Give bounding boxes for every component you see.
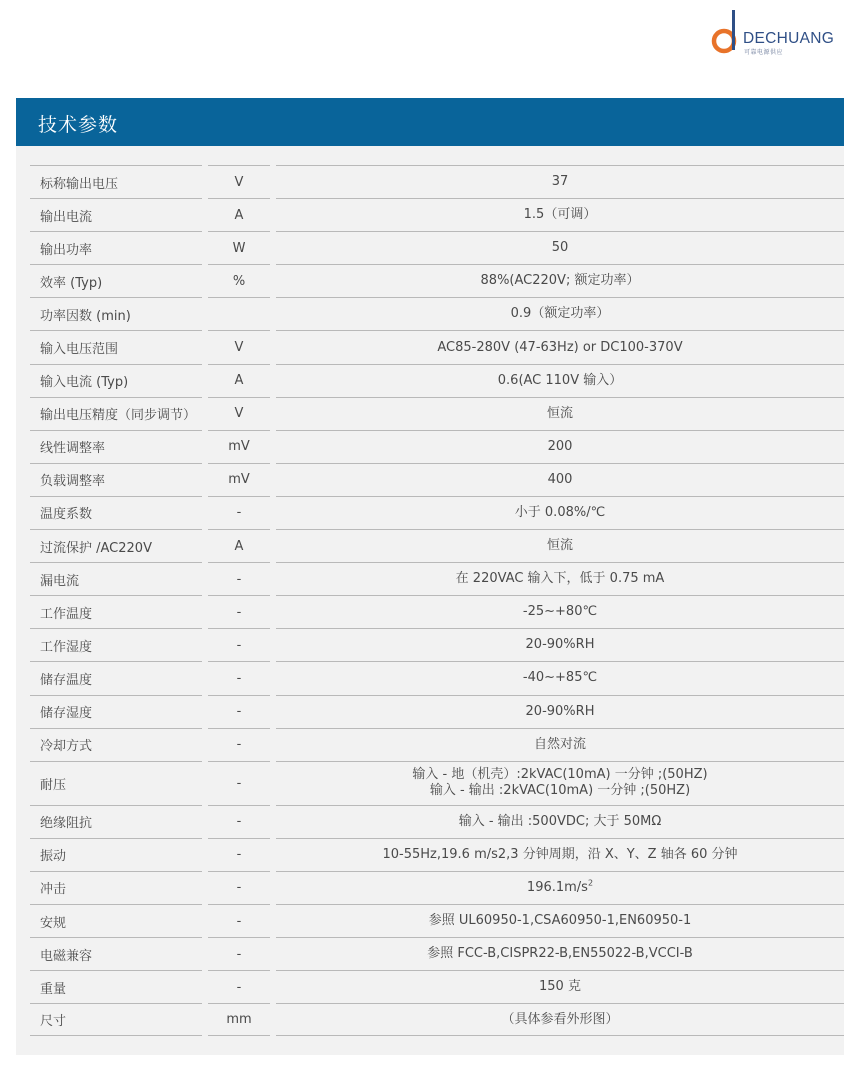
spec-value (276, 397, 844, 430)
spec-unit: - (208, 904, 270, 937)
spec-row (30, 628, 844, 661)
spec-row (30, 330, 844, 363)
spec-value-text: 37 (551, 174, 569, 190)
spec-value (276, 595, 844, 628)
spec-name: 电磁兼容 (30, 937, 202, 970)
spec-value-text (527, 880, 593, 896)
spec-value-text: 1.5（可调） (523, 207, 597, 223)
spec-value-base: 196.1m/s (526, 879, 588, 895)
spec-row (30, 761, 844, 805)
spec-value (276, 297, 844, 330)
spec-unit: W (208, 231, 270, 264)
spec-value-text: 88%(AC220V; 额定功率） (480, 273, 640, 289)
spec-unit: - (208, 728, 270, 761)
spec-value-text: 自然对流 (533, 736, 586, 752)
spec-value-text-line2: 输入 - 输出 :2kVAC(10mA) 一分钟 ;(50HZ) (429, 783, 691, 799)
spec-value (276, 496, 844, 529)
spec-value (276, 871, 844, 904)
spec-row (30, 430, 844, 463)
spec-unit: mm (208, 1003, 270, 1036)
spec-value (276, 695, 844, 728)
spec-name: 绝缘阻抗 (30, 805, 202, 838)
spec-value (276, 231, 844, 264)
spec-value-text: 20-90%RH (525, 637, 595, 653)
spec-name: 工作湿度 (30, 628, 202, 661)
spec-unit: mV (208, 430, 270, 463)
spec-value (276, 761, 844, 805)
spec-row (30, 562, 844, 595)
spec-value-text: （具体参看外形图） (501, 1011, 619, 1027)
spec-value (276, 198, 844, 231)
spec-row (30, 496, 844, 529)
spec-name: 输入电流 (Typ) (30, 364, 202, 397)
section-title: 技术参数 (38, 114, 119, 136)
spec-name: 安规 (30, 904, 202, 937)
spec-name: 储存温度 (30, 661, 202, 694)
spec-name: 功率因数 (min) (30, 297, 202, 330)
spec-name: 输出电流 (30, 198, 202, 231)
spec-unit: A (208, 198, 270, 231)
spec-unit: - (208, 761, 270, 805)
spec-value-text: 200 (547, 438, 573, 454)
spec-name: 工作温度 (30, 595, 202, 628)
spec-value-text: 输入 - 输出 :500VDC; 大于 50MΩ (458, 813, 662, 829)
spec-value (276, 728, 844, 761)
spec-unit: - (208, 628, 270, 661)
spec-row (30, 165, 844, 198)
spec-unit: A (208, 529, 270, 562)
spec-value (276, 463, 844, 496)
logo-wordmark: DECHUANG (743, 30, 835, 47)
spec-row (30, 1003, 844, 1036)
spec-name: 振动 (30, 838, 202, 871)
spec-unit: V (208, 330, 270, 363)
spec-row (30, 198, 844, 231)
spec-row (30, 695, 844, 728)
spec-value (276, 364, 844, 397)
spec-name: 负载调整率 (30, 463, 202, 496)
spec-name: 耐压 (30, 761, 202, 805)
spec-unit: mV (208, 463, 270, 496)
spec-value-text: 输入 - 地（机壳）:2kVAC(10mA) 一分钟 ;(50HZ) (412, 767, 708, 783)
spec-name: 效率 (Typ) (30, 264, 202, 297)
spec-row (30, 805, 844, 838)
spec-table (30, 165, 844, 1036)
spec-unit: - (208, 871, 270, 904)
spec-unit: - (208, 695, 270, 728)
spec-value (276, 430, 844, 463)
spec-value (276, 970, 844, 1003)
spec-unit: - (208, 970, 270, 1003)
spec-name: 冷却方式 (30, 728, 202, 761)
spec-value (276, 562, 844, 595)
spec-value (276, 661, 844, 694)
logo-mark-icon (708, 10, 748, 58)
spec-value-text: 150 克 (539, 979, 581, 995)
spec-row (30, 231, 844, 264)
spec-unit: - (208, 805, 270, 838)
spec-unit: - (208, 661, 270, 694)
spec-unit: - (208, 937, 270, 970)
spec-value (276, 330, 844, 363)
spec-name: 温度系数 (30, 496, 202, 529)
spec-value (276, 264, 844, 297)
spec-value-text: -25~+80℃ (522, 604, 598, 620)
spec-row (30, 297, 844, 330)
spec-row (30, 595, 844, 628)
spec-row (30, 661, 844, 694)
spec-unit: A (208, 364, 270, 397)
section-header (16, 98, 844, 146)
spec-value (276, 529, 844, 562)
spec-value-text: 0.9（额定功率） (510, 306, 610, 322)
spec-row (30, 838, 844, 871)
spec-unit: % (208, 264, 270, 297)
spec-name: 冲击 (30, 871, 202, 904)
logo-tagline: 可靠电源供应 (744, 49, 784, 56)
spec-unit: - (208, 496, 270, 529)
spec-name: 标称输出电压 (30, 165, 202, 198)
spec-value-text: 在 220VAC 输入下，低于 0.75 mA (455, 571, 665, 587)
spec-value-text: 400 (547, 471, 573, 487)
spec-row (30, 728, 844, 761)
spec-value (276, 165, 844, 198)
spec-unit: - (208, 595, 270, 628)
spec-unit: - (208, 838, 270, 871)
spec-value (276, 904, 844, 937)
spec-value-superscript: 2 (587, 878, 594, 888)
spec-name: 储存湿度 (30, 695, 202, 728)
spec-unit (208, 297, 270, 330)
spec-name: 输出电压精度（同步调节） (30, 397, 202, 430)
spec-value-text: 参照 FCC-B,CISPR22-B,EN55022-B,VCCI-B (427, 946, 693, 962)
spec-value-text: 0.6(AC 110V 输入） (497, 372, 623, 388)
spec-value-text: 小于 0.08%/℃ (514, 504, 606, 520)
spec-value-text: 50 (551, 240, 569, 256)
spec-row (30, 397, 844, 430)
spec-row (30, 937, 844, 970)
spec-value-text: 20-90%RH (525, 703, 595, 719)
spec-name: 重量 (30, 970, 202, 1003)
spec-row (30, 364, 844, 397)
spec-name: 输入电压范围 (30, 330, 202, 363)
spec-value-text: 恒流 (546, 405, 573, 421)
spec-value (276, 1003, 844, 1036)
spec-name: 过流保护 /AC220V (30, 529, 202, 562)
spec-value-text: AC85-280V (47-63Hz) or DC100-370V (437, 339, 683, 355)
spec-name: 漏电流 (30, 562, 202, 595)
spec-row (30, 463, 844, 496)
spec-unit: V (208, 165, 270, 198)
spec-value (276, 805, 844, 838)
spec-value-text: 恒流 (546, 538, 573, 554)
spec-value-text: -40~+85℃ (522, 670, 598, 686)
spec-value-text: 10-55Hz,19.6 m/s2,3 分钟周期，沿 X、Y、Z 轴各 60 分钟 (382, 846, 738, 862)
spec-row (30, 871, 844, 904)
brand-logo (708, 10, 848, 60)
spec-name: 尺寸 (30, 1003, 202, 1036)
spec-name: 输出功率 (30, 231, 202, 264)
spec-row (30, 970, 844, 1003)
spec-value (276, 937, 844, 970)
spec-value (276, 838, 844, 871)
spec-name: 线性调整率 (30, 430, 202, 463)
spec-row (30, 529, 844, 562)
spec-unit: V (208, 397, 270, 430)
spec-unit: - (208, 562, 270, 595)
spec-row (30, 264, 844, 297)
spec-row (30, 904, 844, 937)
spec-value (276, 628, 844, 661)
spec-value-text: 参照 UL60950-1,CSA60950-1,EN60950-1 (428, 913, 692, 929)
